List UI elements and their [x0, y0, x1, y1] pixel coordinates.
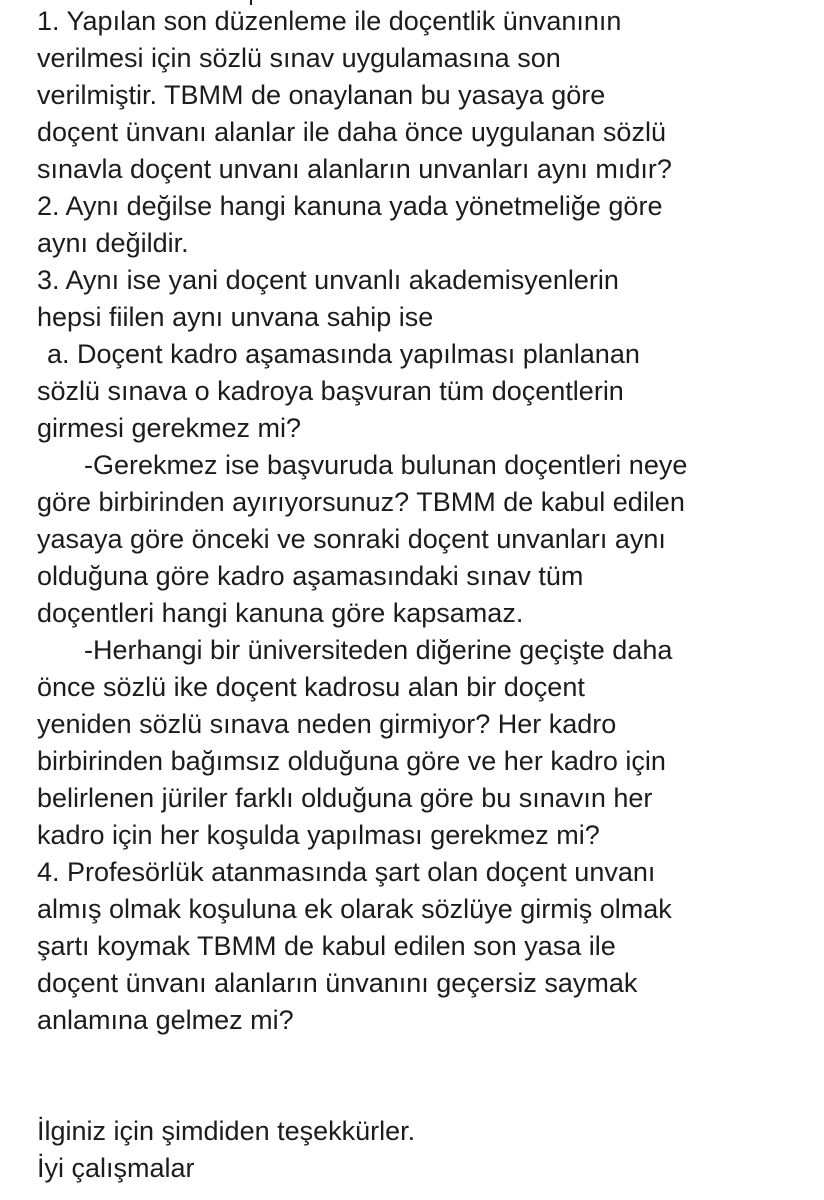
text-line: 4. Profesörlük atanmasında şart olan doçent unvanı [37, 857, 656, 887]
text-line: şartı koymak TBMM de kabul edilen son yasa ile [37, 931, 616, 961]
text-line: girmesi gerekmez mi? [37, 413, 302, 443]
text-line: doçentleri hangi kanuna göre kapsamaz. [37, 598, 524, 628]
text-line: doçent ünvanı alanlar ile daha önce uygulanan sözlü [37, 117, 666, 147]
text-line: a. Doçent kadro aşamasında yapılması planlanan [47, 339, 640, 369]
text-line: önce sözlü ike doçent kadrosu alan bir doçent [37, 672, 585, 702]
text-line: 1. Yapılan son düzenleme ile doçentlik ünvanının [37, 6, 622, 36]
text-line: yeniden sözlü sınava neden girmiyor? Her kadro [37, 709, 617, 739]
text-line: belirlenen jüriler farklı olduğuna göre bu sınavın her [37, 783, 653, 813]
text-line: 2. Aynı değilse hangi kanuna yada yönetmeliğe göre [37, 191, 663, 221]
paragraph-gap [37, 1039, 817, 1113]
text-line: doçent ünvanı alanların ünvanını geçersiz saymak [37, 968, 638, 998]
text-line: verilmesi için sözlü sınav uygulamasına son [37, 43, 561, 73]
text-line: almış olmak koşuluna ek olarak sözlüye girmiş olmak [37, 894, 672, 924]
text-line: göre birbirinden ayırıyorsunuz? TBMM de kabul edilen [37, 487, 685, 517]
text-line: kadro için her koşulda yapılması gerekmez mi? [37, 820, 600, 850]
text-line: yasaya göre önceki ve sonraki doçent unvanları aynı [37, 524, 666, 554]
text-line: anlamına gelmez mi? [37, 1005, 294, 1035]
text-line: birbirinden bağımsız olduğuna göre ve her kadro için [37, 746, 666, 776]
text-line: sözlü sınava o kadroya başvuran tüm doçentlerin [37, 376, 624, 406]
text-line: 3. Aynı ise yani doçent unvanlı akademisyenlerin [37, 265, 619, 295]
text-line: olduğuna göre kadro aşamasındaki sınav tüm [37, 561, 584, 591]
text-line: sınavla doçent unvanı alanların unvanları aynı mıdır? [37, 154, 672, 184]
closing-line: İyi çalışmalar [37, 1153, 195, 1183]
text-line: aynı değildir. [37, 228, 189, 258]
closing-line: İlginiz için şimdiden teşekkürler. [37, 1116, 416, 1146]
document-body [37, 3, 817, 1187]
text-line: verilmiştir. TBMM de onaylanan bu yasaya göre [37, 80, 606, 110]
text-line: -Gerekmez ise başvuruda bulunan doçentleri neye [84, 450, 688, 480]
text-line: -Herhangi bir üniversiteden diğerine geçişte daha [84, 635, 673, 665]
text-line: hepsi fiilen aynı unvana sahip ise [37, 302, 434, 332]
